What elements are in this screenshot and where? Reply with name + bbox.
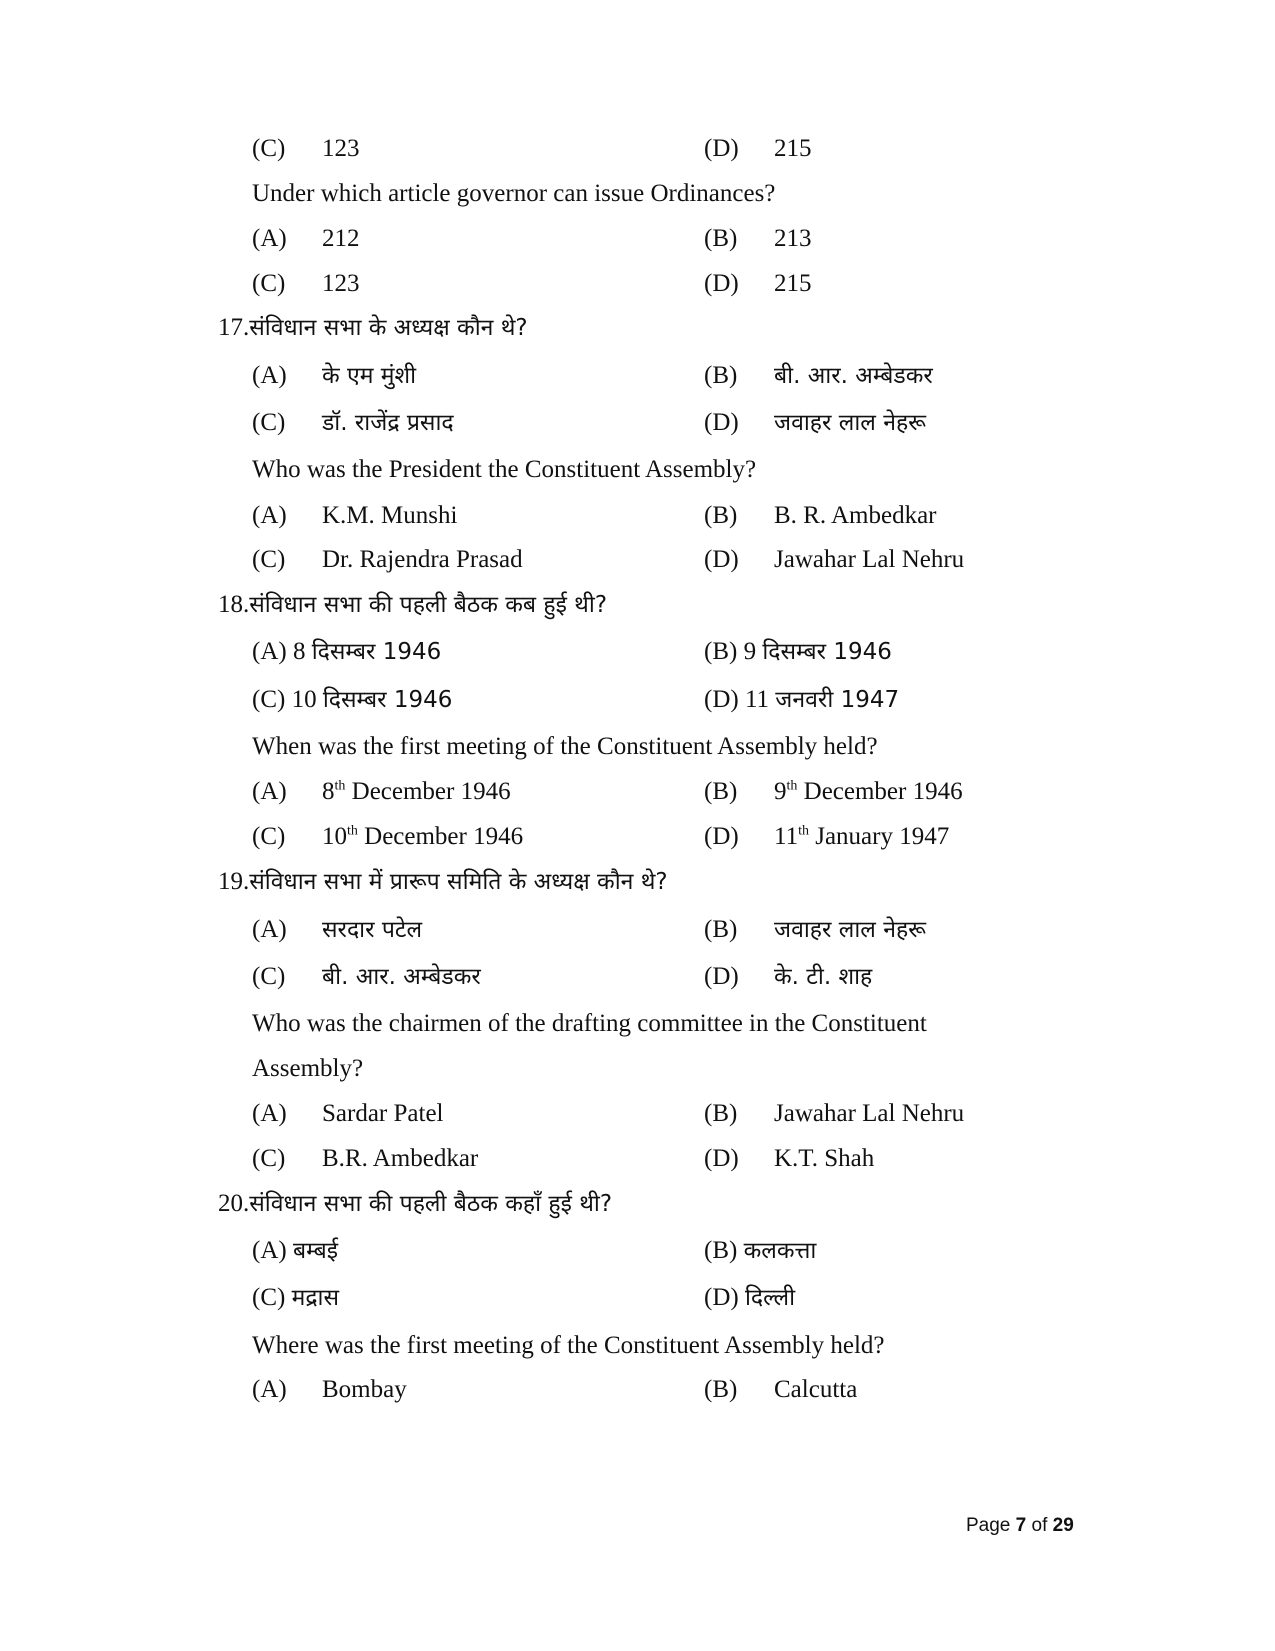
option-c: (C) बी. आर. अम्बेडकर bbox=[252, 963, 481, 990]
option-a: (A) Bombay bbox=[252, 1376, 407, 1403]
option-b: (B) B. R. Ambedkar bbox=[704, 502, 937, 529]
option-d: (D) के. टी. शाह bbox=[704, 963, 873, 990]
option-c: (C) 10 दिसम्बर 1946 bbox=[252, 686, 453, 713]
option-a: (A) Sardar Patel bbox=[252, 1100, 444, 1127]
question-number: 17. bbox=[218, 314, 250, 341]
question-text-en: Who was the chairmen of the drafting committee in the Constituent bbox=[252, 1010, 927, 1037]
option-d: (D) Jawahar Lal Nehru bbox=[704, 546, 965, 573]
option-d: (D) जवाहर लाल नेहरू bbox=[704, 409, 927, 436]
question-number: 19. bbox=[218, 868, 250, 895]
question-number: 18. bbox=[218, 591, 250, 618]
question-text-en: Under which article governor can issue Ordinances? bbox=[252, 180, 776, 207]
option-d: (D) 11th January 1947 bbox=[704, 823, 950, 850]
option-b: (B) बी. आर. अम्बेडकर bbox=[704, 362, 933, 389]
option-b: (B) Calcutta bbox=[704, 1376, 858, 1403]
option-d: (D) K.T. Shah bbox=[704, 1145, 875, 1172]
option-b: (B) 9th December 1946 bbox=[704, 778, 963, 805]
question-text-hi: 17.संविधान सभा के अध्यक्ष कौन थे? bbox=[218, 314, 528, 341]
option-a: (A) के एम मुंशी bbox=[252, 362, 417, 389]
option-d: (D) 215 bbox=[704, 270, 812, 297]
option-a: (A) सरदार पटेल bbox=[252, 916, 423, 943]
question-text-en: When was the first meeting of the Constituent Assembly held? bbox=[252, 733, 878, 760]
question-text-hi: 18.संविधान सभा की पहली बैठक कब हुई थी? bbox=[218, 591, 608, 618]
option-c: (C) B.R. Ambedkar bbox=[252, 1145, 479, 1172]
option-a: (A) K.M. Munshi bbox=[252, 502, 458, 529]
question-number: 20. bbox=[218, 1190, 250, 1217]
question-text-en: Where was the first meeting of the Constituent Assembly held? bbox=[252, 1332, 885, 1359]
option-b: (B) 213 bbox=[704, 225, 812, 252]
current-page-number: 7 bbox=[1015, 1515, 1027, 1536]
option-a: (A) बम्बई bbox=[252, 1237, 339, 1264]
page-footer: Page 7 of 29 bbox=[966, 1515, 1074, 1536]
question-text-en-cont: Assembly? bbox=[252, 1055, 364, 1082]
option-a: (A) 8th December 1946 bbox=[252, 778, 511, 805]
option-c: (C) मद्रास bbox=[252, 1284, 340, 1311]
option-a: (A) 212 bbox=[252, 225, 360, 252]
option-b: (B) कलकत्ता bbox=[704, 1237, 817, 1264]
option-b: (B) जवाहर लाल नेहरू bbox=[704, 916, 927, 943]
option-c: (C) 123 bbox=[252, 135, 360, 162]
question-text-en: Who was the President the Constituent Assembly? bbox=[252, 456, 757, 483]
option-c: (C) 123 bbox=[252, 270, 360, 297]
option-a: (A) 8 दिसम्बर 1946 bbox=[252, 638, 442, 665]
total-page-count: 29 bbox=[1052, 1515, 1074, 1536]
question-text-hi: 20.संविधान सभा की पहली बैठक कहाँ हुई थी? bbox=[218, 1190, 613, 1217]
option-d: (D) 215 bbox=[704, 135, 812, 162]
option-c: (C) Dr. Rajendra Prasad bbox=[252, 546, 523, 573]
option-c: (C) 10th December 1946 bbox=[252, 823, 524, 850]
option-b: (B) 9 दिसम्बर 1946 bbox=[704, 638, 892, 665]
option-c: (C) डॉ. राजेंद्र प्रसाद bbox=[252, 409, 454, 436]
option-d: (D) दिल्ली bbox=[704, 1284, 796, 1311]
option-b: (B) Jawahar Lal Nehru bbox=[704, 1100, 965, 1127]
question-text-hi: 19.संविधान सभा में प्रारूप समिति के अध्यक्ष कौन थे? bbox=[218, 868, 668, 895]
option-d: (D) 11 जनवरी 1947 bbox=[704, 686, 900, 713]
